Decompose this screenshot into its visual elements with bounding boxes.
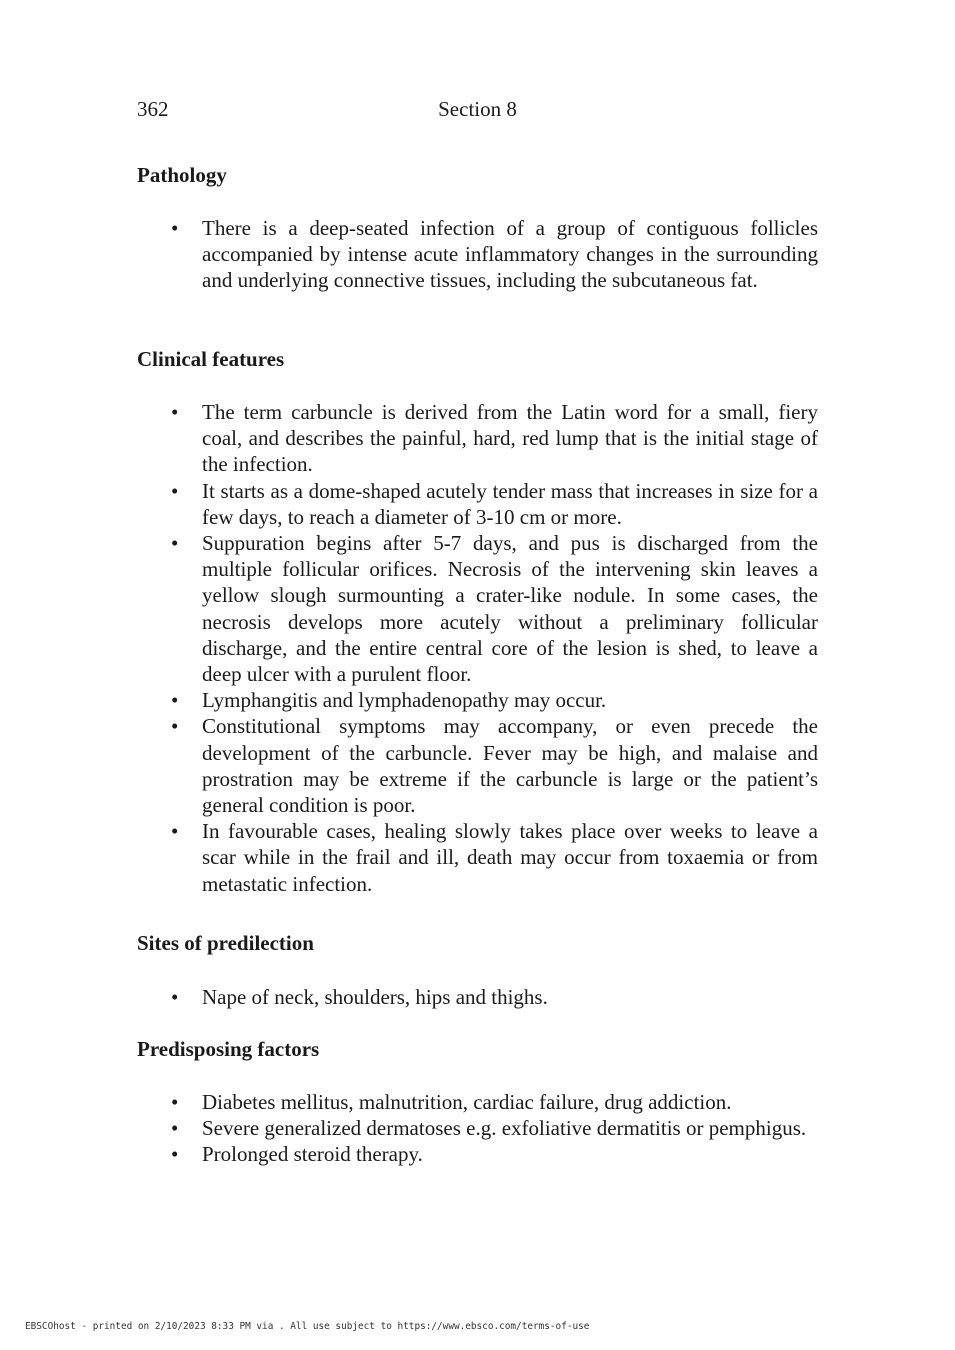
list-item: • Suppuration begins after 5-7 days, and pus is discharged from the multiple follicular orifices. Necrosis of the intervening skin leaves a yellow slough surmounting a crater-like nodule. In some cases, the necrosis develops more acutely without a preliminary follicular discharge, and the entire central core of the lesion is shed, to leave a deep ulcer with a purulent floor. [171, 531, 818, 687]
list-item: • Diabetes mellitus, malnutrition, cardiac failure, drug addiction. [171, 1090, 732, 1114]
list-item: • Constitutional symptoms may accompany, or even precede the development of the carbuncle. Fever may be high, and malaise and prostration may be extreme if the carbuncle is large or the patient’s general condition is poor. [171, 714, 818, 818]
bullet-icon: • [171, 1116, 179, 1141]
pathology-list [171, 215, 818, 294]
section-heading-clinical-features: Clinical features [137, 347, 285, 371]
list-item: • It starts as a dome-shaped acutely tender mass that increases in size for a few days, to reach a diameter of 3-10 cm or more. [171, 478, 818, 529]
list-item: • Severe generalized dermatoses e.g. exfoliative dermatitis or pemphigus. [171, 1116, 807, 1141]
list-item: • Lymphangitis and lymphadenopathy may occur. [171, 688, 607, 713]
bullet-icon: • [171, 819, 179, 844]
section-heading-sites-of-predilection: Sites of predilection [137, 931, 314, 955]
sites-list [171, 984, 818, 1010]
bullet-icon: • [171, 216, 179, 240]
list-item: • Prolonged steroid therapy. [171, 1142, 423, 1167]
clinical-features-list [171, 399, 818, 897]
list-item: • Nape of neck, shoulders, hips and thighs. [171, 985, 548, 1009]
bullet-icon: • [171, 478, 179, 503]
predisposing-factors-list [171, 1089, 818, 1168]
section-heading-predisposing-factors: Predisposing factors [137, 1037, 320, 1061]
print-footer: EBSCOhost - printed on 2/10/2023 8:33 PM via . All use subject to https://www.ebsco.com/terms-of-use [25, 1321, 590, 1332]
running-head: Section 8 [438, 97, 517, 121]
bullet-icon: • [171, 400, 179, 424]
bullet-icon: • [171, 531, 179, 556]
page-number: 362 [137, 97, 169, 121]
bullet-icon: • [171, 1090, 179, 1114]
bullet-icon: • [171, 688, 179, 713]
list-item: • In favourable cases, healing slowly takes place over weeks to leave a scar while in the frail and ill, death may occur from toxaemia or from metastatic infection. [171, 819, 818, 896]
bullet-icon: • [171, 985, 179, 1009]
bullet-icon: • [171, 714, 179, 739]
section-heading-pathology: Pathology [137, 163, 227, 187]
list-item: • The term carbuncle is derived from the Latin word for a small, fiery coal, and describes the painful, hard, red lump that is the initial stage of the infection. [171, 400, 818, 477]
bullet-icon: • [171, 1142, 179, 1167]
list-item: • There is a deep-seated infection of a group of contiguous follicles accompanied by intense acute inflammatory changes in the surrounding and underlying connective tissues, including the subcutaneous fat. [171, 216, 818, 293]
